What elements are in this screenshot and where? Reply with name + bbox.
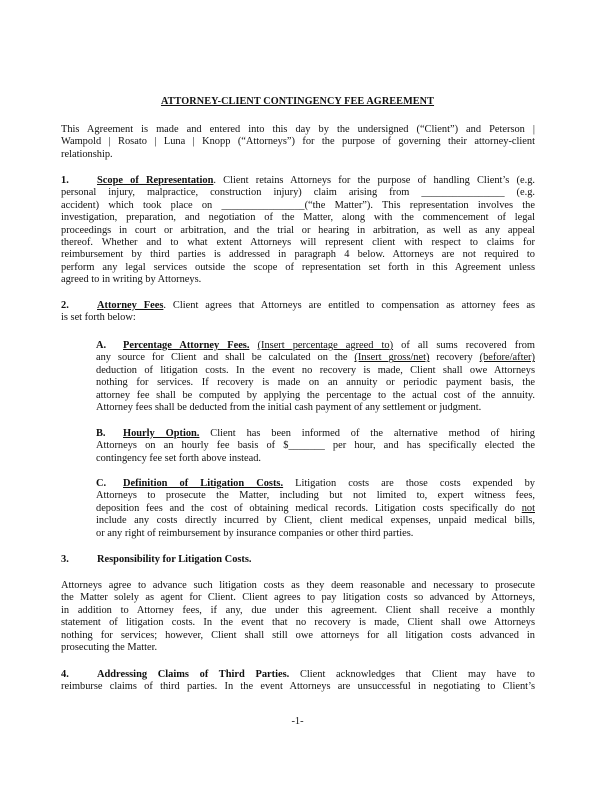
section-a-text: any source for Client and shall be calculated on the [96, 352, 355, 364]
section-4-line: reimburse claims of third parties. In the event Attorneys are unsuccessful in negotiating to Client’s [61, 681, 535, 693]
section-1-line: personal injury, malpractice, construction injury) claim arising from ________________ (e.g. [61, 187, 535, 199]
section-a-text: recovery [429, 352, 480, 364]
section-c-text: Litigation costs are those costs expended by [283, 478, 536, 489]
section-1-line: accident) which took place on ________________(“the Matter”). This representation involves the [61, 199, 535, 211]
section-b-line: Attorneys on an hourly fee basis of $_______ per hour, and has specifically elected the [96, 440, 535, 452]
section-2-attorney-fees [61, 300, 535, 325]
section-2-heading: Attorney Fees [97, 300, 164, 311]
section-2-first-line [61, 300, 535, 312]
section-1-line: agreed to in writing by Attorneys. [61, 274, 202, 286]
section-a-line: attorney fee shall be computed by applying the percentage to the actual cost of the annuity. [96, 389, 535, 401]
section-c-text: deposition fees and the cost of obtaining medical records. Litigation costs specifically do [96, 502, 522, 514]
section-2-line: is set forth below: [61, 312, 136, 324]
section-2-number: 2. [61, 300, 69, 311]
section-c-heading: Definition of Litigation Costs. [123, 478, 284, 489]
intro-line: Wampold | Rosato | Luna | Knopp (“Attorneys”) for the purpose of governing their attorney-client [61, 136, 535, 148]
section-1-line: investigation, preparation, and negotiation of the Matter, along with the commencement of legal [61, 212, 535, 224]
intro-line: relationship. [61, 148, 113, 160]
document-title: ATTORNEY-CLIENT CONTINGENCY FEE AGREEMENT [160, 96, 435, 107]
section-3-line: Attorneys agree to advance such litigation costs as they deem reasonable and necessary to prosecute [61, 580, 535, 591]
section-3-heading: Responsibility for Litigation Costs. [97, 554, 252, 565]
section-1-line: perform any legal services outside the scope of representation set forth in this Agreement unless [61, 261, 535, 273]
section-c-line [96, 503, 535, 515]
section-a-text: of all sums recovered from [393, 340, 536, 351]
section-3-number: 3. [61, 554, 69, 565]
section-4-first-line [61, 669, 535, 681]
section-b-heading: Hourly Option. [123, 428, 200, 439]
section-a-line: deduction of litigation costs. In the event no recovery is made, Client shall owe Attorneys [96, 364, 535, 376]
section-3-litigation-costs [61, 580, 535, 654]
section-4-number: 4. [61, 669, 69, 680]
section-a-first-line [96, 340, 535, 352]
section-3-line: prosecuting the Matter. [61, 641, 158, 653]
section-1-heading: Scope of Representation [97, 175, 214, 186]
before-after-placeholder: (before/after) [479, 352, 535, 364]
section-1-line: thereof. Whether and to what extent Attorneys will represent client with respect to claims for [61, 236, 535, 248]
section-4-text: Client acknowledges that Client may have to [289, 669, 535, 680]
section-b-first-line [96, 428, 535, 440]
section-c-line: Attorneys to prosecute the Matter, including but not limited to, expert witness fees, [96, 490, 535, 502]
section-1-scope [61, 175, 535, 287]
page-number: -1- [291, 716, 304, 727]
section-1-line: proceedings in court or arbitration, and the trial or hearing in arbitration, as well as any appeal [61, 224, 535, 236]
section-3-line: in addition to Attorney fees, if any, due under this agreement. Client shall receive a monthly [61, 604, 535, 616]
gross-net-placeholder: (Insert gross/net) [354, 352, 430, 364]
section-1-first-line [61, 175, 535, 187]
section-b-line: contingency fee set forth above instead. [96, 452, 262, 464]
intro-paragraph [61, 124, 535, 161]
section-a-percentage-fees [96, 340, 535, 414]
section-c-letter: C. [96, 478, 107, 489]
section-4-third-party-claims [61, 669, 535, 694]
section-a-line: Attorney fees shall be deducted from the initial cash payment of any settlement or judgment. [96, 401, 482, 413]
section-3-first-line [61, 554, 535, 566]
section-3-line: statement of litigation costs. In the event that no recovery is made, Client shall owe Attorneys [61, 617, 535, 629]
section-4-heading: Addressing Claims of Third Parties. [97, 669, 290, 680]
section-c-line: or any right of reimbursement by insurance companies or other third parties. [96, 527, 414, 539]
intro-line: This Agreement is made and entered into this day by the undersigned (“Client”) and Peterson | [61, 124, 535, 135]
section-1-line: reimbursement by third parties is addressed in paragraph 4 below. Attorneys are not required to [61, 249, 535, 261]
section-a-line [96, 352, 535, 364]
section-b-letter: B. [96, 428, 106, 439]
percentage-placeholder: (Insert percentage agreed to) [257, 340, 394, 351]
section-3-line: the Matter solely as agent for Client. Client agrees to pay litigation costs so advanced by Attorneys, [61, 592, 535, 604]
section-b-hourly-option [96, 428, 535, 465]
section-c-line: include any costs directly incurred by Client, client medical expenses, unpaid medical bills, [96, 515, 535, 527]
section-3-line: nothing for services; however, Client shall still owe attorneys for all litigation costs advanced in [61, 629, 535, 641]
section-a-line: nothing for services. If recovery is made on an annuity or periodic payment basis, the [96, 377, 535, 389]
section-a-heading: Percentage Attorney Fees. [123, 340, 250, 351]
section-a-letter: A. [96, 340, 107, 351]
section-1-number: 1. [61, 175, 69, 186]
not-emphasis: not [521, 502, 535, 514]
section-c-first-line [96, 478, 535, 490]
section-c-litigation-costs [96, 478, 535, 540]
section-b-text: Client has been informed of the alternative method of hiring [199, 428, 535, 439]
section-2-text: . Client agrees that Attorneys are entitled to compensation as attorney fees as [163, 300, 535, 311]
section-3-heading-block [61, 554, 535, 566]
section-1-text: . Client retains Attorneys for the purpose of handling Client’s (e.g. [213, 175, 535, 186]
